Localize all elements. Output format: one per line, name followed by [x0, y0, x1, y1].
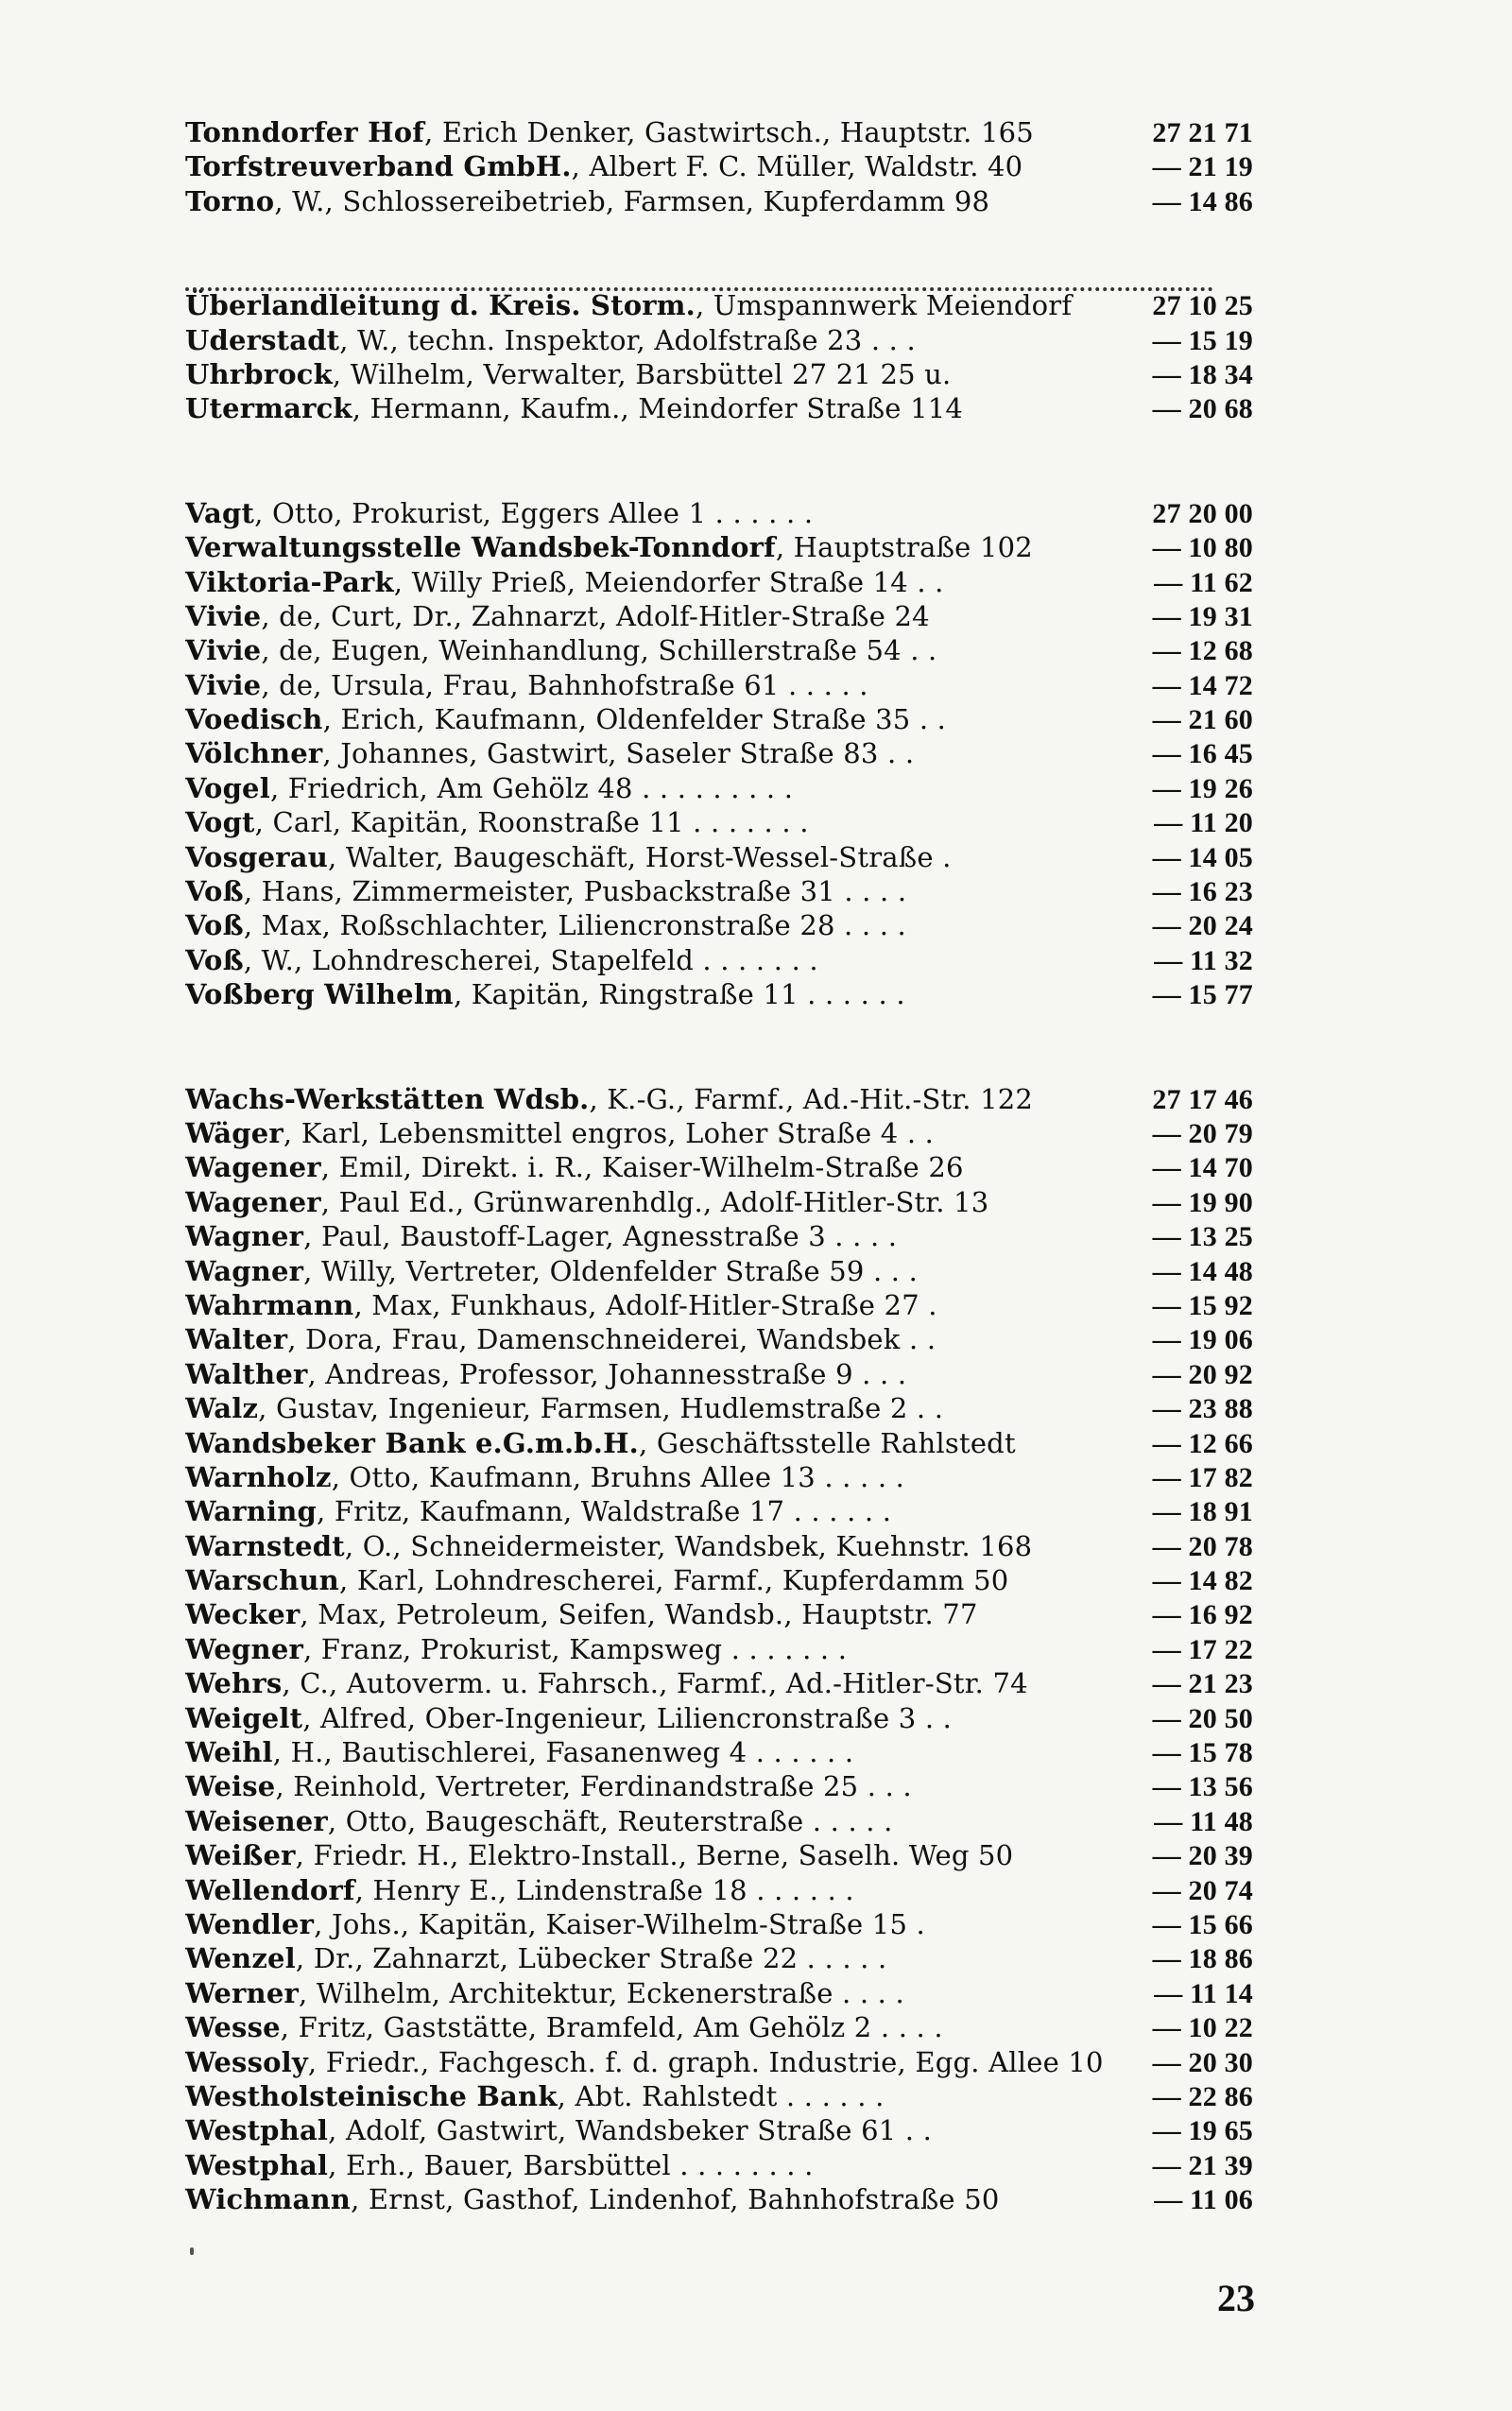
directory-entry — [185, 1150, 1253, 1184]
directory-entry — [185, 565, 1253, 599]
directory-entry — [185, 323, 1253, 357]
directory-entry — [185, 805, 1253, 839]
entry-phone-number: — 14 70 — [1152, 1152, 1253, 1184]
entry-name: Walter, Dora, Frau, Damenschneiderei, Wandsbek . . — [185, 1323, 936, 1356]
entry-phone-number: — 17 82 — [1152, 1461, 1253, 1493]
entry-name: Voedisch, Erich, Kaufmann, Oldenfelder Straße 35 . . — [185, 703, 947, 736]
entry-phone-number: — 14 48 — [1152, 1255, 1253, 1287]
entry-phone-number: 27 21 71 — [1152, 117, 1253, 148]
directory-entry — [185, 288, 1253, 322]
directory-entry — [185, 1769, 1253, 1803]
print-speck — [190, 2247, 194, 2255]
directory-entry — [185, 771, 1253, 805]
entry-name: Torfstreuverband GmbH., Albert F. C. Müller, Waldstr. 40 — [185, 150, 1023, 183]
entry-phone-number: — 16 23 — [1152, 876, 1253, 908]
entry-group-to — [185, 115, 1253, 218]
entry-phone-number: — 20 30 — [1152, 2046, 1253, 2078]
entry-phone-number: 27 20 00 — [1152, 497, 1253, 529]
directory-entry — [185, 149, 1253, 183]
directory-entry — [185, 1391, 1253, 1425]
directory-entry — [185, 496, 1253, 530]
dotted-separator — [185, 287, 1213, 291]
entry-name: Werner, Wilhelm, Architektur, Eckenerstraße . . . . — [185, 1976, 904, 2009]
entry-name: Vogt, Carl, Kapitän, Roonstraße 11 . . . . . . . — [185, 806, 809, 839]
entry-phone-number: — 13 25 — [1152, 1221, 1253, 1253]
directory-entry — [185, 1219, 1253, 1253]
entry-name: Voßberg Wilhelm, Kapitän, Ringstraße 11 . . . . . . — [185, 978, 905, 1011]
entry-name: Wagener, Paul Ed., Grünwarenhdlg., Adolf-Hitler-Str. 13 — [185, 1185, 989, 1218]
entry-phone-number: — 10 80 — [1152, 532, 1253, 564]
directory-entry — [185, 1804, 1253, 1838]
directory-entry — [185, 1666, 1253, 1700]
entry-phone-number: — 20 92 — [1152, 1358, 1253, 1390]
page-number: 23 — [1217, 2277, 1255, 2319]
directory-entry — [185, 2148, 1253, 2182]
entry-name: Verwaltungsstelle Wandsbek-Tonndorf, Hauptstraße 102 — [185, 531, 1033, 564]
directory-entry — [185, 2113, 1253, 2147]
entry-name: Torno, W., Schlossereibetrieb, Farmsen, Kupferdamm 98 — [185, 184, 990, 217]
directory-entry — [185, 2079, 1253, 2113]
entry-phone-number: — 19 65 — [1152, 2115, 1253, 2147]
entry-name: Wecker, Max, Petroleum, Seifen, Wandsb., Hauptstr. 77 — [185, 1598, 978, 1631]
entry-group-u — [185, 288, 1253, 426]
entry-name: Uhrbrock, Wilhelm, Verwalter, Barsbüttel 27 21 25 u. — [185, 357, 952, 390]
entry-phone-number: — 18 86 — [1152, 1943, 1253, 1975]
directory-entry — [185, 2045, 1253, 2079]
entry-phone-number: — 22 86 — [1152, 2080, 1253, 2112]
entry-phone-number: — 14 86 — [1152, 185, 1253, 217]
entry-name: Warnstedt, O., Schneidermeister, Wandsbek, Kuehnstr. 168 — [185, 1529, 1033, 1562]
entry-name: Utermarck, Hermann, Kaufm., Meindorfer Straße 114 — [185, 392, 964, 425]
directory-entry — [185, 1254, 1253, 1288]
entry-phone-number: — 20 78 — [1152, 1530, 1253, 1562]
directory-entry — [185, 668, 1253, 702]
entry-phone-number: — 19 90 — [1152, 1186, 1253, 1218]
directory-entry — [185, 115, 1253, 149]
entry-name: Überlandleitung d. Kreis. Storm., Umspannwerk Meiendorf — [185, 289, 1073, 322]
entry-name: Vosgerau, Walter, Baugeschäft, Horst-Wessel-Straße . — [185, 840, 952, 873]
entry-phone-number: — 10 22 — [1152, 2012, 1253, 2044]
entry-name: Wehrs, C., Autoverm. u. Fahrsch., Farmf., Ad.-Hitler-Str. 74 — [185, 1667, 1028, 1700]
entry-name: Walther, Andreas, Professor, Johannesstraße 9 . . . — [185, 1357, 907, 1390]
entry-phone-number: — 20 74 — [1152, 1874, 1253, 1906]
entry-phone-number: — 13 56 — [1152, 1771, 1253, 1803]
entry-phone-number: — 21 19 — [1152, 151, 1253, 183]
directory-entry — [185, 1941, 1253, 1975]
entry-name: Westphal, Erh., Bauer, Barsbüttel . . . . . . . . — [185, 2148, 814, 2181]
entry-group-w — [185, 1082, 1253, 2217]
entry-name: Wessoly, Friedr., Fachgesch. f. d. graph. Industrie, Egg. Allee 10 — [185, 2045, 1104, 2078]
entry-phone-number: — 11 62 — [1154, 566, 1253, 598]
directory-entry — [185, 977, 1253, 1011]
entry-name: Wagner, Paul, Baustoff-Lager, Agnesstraße 3 . . . . — [185, 1220, 898, 1253]
entry-name: Westholsteinische Bank, Abt. Rahlstedt . . . . . . — [185, 2079, 885, 2112]
directory-entry — [185, 1873, 1253, 1907]
entry-name: Völchner, Johannes, Gastwirt, Saseler Straße 83 . . — [185, 737, 915, 770]
entry-phone-number: — 18 91 — [1152, 1496, 1253, 1528]
entry-name: Vivie, de, Eugen, Weinhandlung, Schillerstraße 54 . . — [185, 634, 937, 667]
entry-name: Wagener, Emil, Direkt. i. R., Kaiser-Wilhelm-Straße 26 — [185, 1151, 964, 1184]
entry-name: Wichmann, Ernst, Gasthof, Lindenhof, Bahnhofstraße 50 — [185, 2183, 1000, 2216]
entry-name: Wagner, Willy, Vertreter, Oldenfelder Straße 59 . . . — [185, 1254, 919, 1287]
entry-group-v — [185, 496, 1253, 1012]
directory-entry — [185, 1701, 1253, 1735]
entry-phone-number: — 11 14 — [1154, 1977, 1253, 2009]
entry-phone-number: — 11 06 — [1154, 2184, 1253, 2216]
directory-entry — [185, 633, 1253, 667]
directory-entry — [185, 1116, 1253, 1150]
directory-entry — [185, 736, 1253, 770]
entry-name: Walz, Gustav, Ingenieur, Farmsen, Hudlemstraße 2 . . — [185, 1392, 944, 1425]
entry-name: Voß, W., Lohndrescherei, Stapelfeld . . . . . . . — [185, 943, 818, 976]
directory-entry — [185, 840, 1253, 874]
entry-name: Wegner, Franz, Prokurist, Kampsweg . . . . . . . — [185, 1632, 848, 1665]
directory-entry — [185, 908, 1253, 942]
directory-entry — [185, 1632, 1253, 1666]
entry-phone-number: — 11 48 — [1154, 1805, 1253, 1837]
directory-entry — [185, 357, 1253, 391]
entry-name: Wesse, Fritz, Gaststätte, Bramfeld, Am Gehölz 2 . . . . — [185, 2011, 943, 2044]
entry-name: Wenzel, Dr., Zahnarzt, Lübecker Straße 22 . . . . . — [185, 1942, 887, 1975]
entry-phone-number: — 20 79 — [1152, 1117, 1253, 1149]
entry-name: Weißer, Friedr. H., Elektro-Install., Berne, Saselh. Weg 50 — [185, 1839, 1014, 1872]
directory-entry — [185, 184, 1253, 218]
entry-phone-number: — 15 19 — [1152, 324, 1253, 356]
directory-entry — [185, 1426, 1253, 1460]
directory-entry — [185, 1460, 1253, 1494]
directory-entry — [185, 530, 1253, 564]
entry-phone-number: — 19 06 — [1152, 1324, 1253, 1356]
entry-name: Vagt, Otto, Prokurist, Eggers Allee 1 . . . . . . — [185, 496, 814, 529]
directory-entry — [185, 1976, 1253, 2010]
entry-phone-number: — 21 60 — [1152, 704, 1253, 736]
entry-name: Vivie, de, Curt, Dr., Zahnarzt, Adolf-Hitler-Straße 24 — [185, 599, 930, 632]
entry-phone-number: — 17 22 — [1152, 1633, 1253, 1665]
entry-name: Wandsbeker Bank e.G.m.b.H., Geschäftsstelle Rahlstedt — [185, 1426, 1016, 1459]
directory-entry — [185, 1288, 1253, 1322]
entry-phone-number: — 20 68 — [1152, 393, 1253, 425]
entry-phone-number: — 11 32 — [1154, 944, 1253, 976]
entry-name: Vogel, Friedrich, Am Gehölz 48 . . . . . . . . . — [185, 771, 794, 804]
entry-phone-number: — 11 20 — [1154, 807, 1253, 839]
entry-name: Warning, Fritz, Kaufmann, Waldstraße 17 . . . . . . — [185, 1495, 892, 1528]
entry-phone-number: — 21 39 — [1152, 2149, 1253, 2181]
entry-phone-number: — 15 92 — [1152, 1289, 1253, 1321]
entry-name: Weigelt, Alfred, Ober-Ingenieur, Liliencronstraße 3 . . — [185, 1701, 953, 1734]
entry-name: Weise, Reinhold, Vertreter, Ferdinandstraße 25 . . . — [185, 1770, 912, 1803]
directory-entry — [185, 1735, 1253, 1769]
directory-entry — [185, 1838, 1253, 1872]
directory-entry — [185, 1494, 1253, 1528]
directory-entry — [185, 599, 1253, 633]
entry-name: Westphal, Adolf, Gastwirt, Wandsbeker Straße 61 . . — [185, 2114, 933, 2147]
group-gap — [185, 1012, 1253, 1082]
entry-phone-number: — 21 23 — [1152, 1668, 1253, 1700]
directory-entry — [185, 1185, 1253, 1219]
entry-name: Viktoria-Park, Willy Prieß, Meiendorfer Straße 14 . . — [185, 565, 944, 598]
directory-entry — [185, 1563, 1253, 1597]
directory-entry — [185, 1082, 1253, 1116]
entry-name: Warschun, Karl, Lohndrescherei, Farmf., Kupferdamm 50 — [185, 1564, 1009, 1597]
entry-name: Uderstadt, W., techn. Inspektor, Adolfstraße 23 . . . — [185, 323, 916, 356]
entry-phone-number: — 12 66 — [1152, 1427, 1253, 1459]
group-gap — [185, 218, 1253, 288]
entry-name: Voß, Hans, Zimmermeister, Pusbackstraße 31 . . . . — [185, 875, 907, 908]
entry-phone-number: — 23 88 — [1152, 1393, 1253, 1425]
entry-phone-number: — 15 78 — [1152, 1737, 1253, 1769]
entry-phone-number: — 20 24 — [1152, 910, 1253, 942]
group-gap — [185, 426, 1253, 496]
entry-name: Wäger, Karl, Lebensmittel engros, Loher Straße 4 . . — [185, 1116, 935, 1149]
entry-name: Wahrmann, Max, Funkhaus, Adolf-Hitler-Straße 27 . — [185, 1288, 937, 1321]
directory-entry — [185, 1597, 1253, 1631]
entry-phone-number: 27 17 46 — [1152, 1083, 1253, 1115]
directory-entry — [185, 1357, 1253, 1391]
entry-phone-number: — 20 50 — [1152, 1702, 1253, 1734]
entry-name: Weisener, Otto, Baugeschäft, Reuterstraße . . . . . — [185, 1804, 893, 1837]
entry-phone-number: — 18 34 — [1152, 358, 1253, 390]
entry-phone-number: — 12 68 — [1152, 635, 1253, 667]
entry-phone-number: 27 10 25 — [1152, 290, 1253, 322]
entry-name: Vivie, de, Ursula, Frau, Bahnhofstraße 61 . . . . . — [185, 668, 868, 701]
entry-phone-number: — 20 39 — [1152, 1840, 1253, 1872]
directory-entry — [185, 1907, 1253, 1941]
directory-entry — [185, 874, 1253, 908]
directory-entry — [185, 1529, 1253, 1563]
entry-name: Weihl, H., Bautischlerei, Fasanenweg 4 . . . . . . — [185, 1736, 854, 1769]
entry-name: Wellendorf, Henry E., Lindenstraße 18 . . . . . . — [185, 1873, 854, 1906]
directory-entry — [185, 2010, 1253, 2044]
entry-name: Wendler, Johs., Kapitän, Kaiser-Wilhelm-Straße 15 . — [185, 1907, 925, 1940]
entry-phone-number: — 16 45 — [1152, 738, 1253, 770]
directory-entry — [185, 1322, 1253, 1356]
directory-entry — [185, 702, 1253, 736]
entry-phone-number: — 14 05 — [1152, 841, 1253, 873]
entry-phone-number: — 19 26 — [1152, 772, 1253, 804]
entry-phone-number: — 19 31 — [1152, 600, 1253, 632]
directory-entry — [185, 2182, 1253, 2216]
entry-name: Tonndorfer Hof, Erich Denker, Gastwirtsch., Hauptstr. 165 — [185, 116, 1034, 148]
directory-entry — [185, 943, 1253, 977]
entry-phone-number: — 15 77 — [1152, 979, 1253, 1011]
entry-phone-number: — 16 92 — [1152, 1599, 1253, 1631]
entry-phone-number: — 15 66 — [1152, 1908, 1253, 1940]
entry-phone-number: — 14 72 — [1152, 669, 1253, 701]
entry-name: Voß, Max, Roßschlachter, Liliencronstraße 28 . . . . — [185, 909, 906, 942]
directory-entry — [185, 391, 1253, 425]
directory-listing — [185, 115, 1253, 2216]
entry-phone-number: — 14 82 — [1152, 1565, 1253, 1597]
entry-name: Warnholz, Otto, Kaufmann, Bruhns Allee 13 . . . . . — [185, 1460, 905, 1493]
entry-name: Wachs-Werkstätten Wdsb., K.-G., Farmf., Ad.-Hit.-Str. 122 — [185, 1082, 1034, 1115]
